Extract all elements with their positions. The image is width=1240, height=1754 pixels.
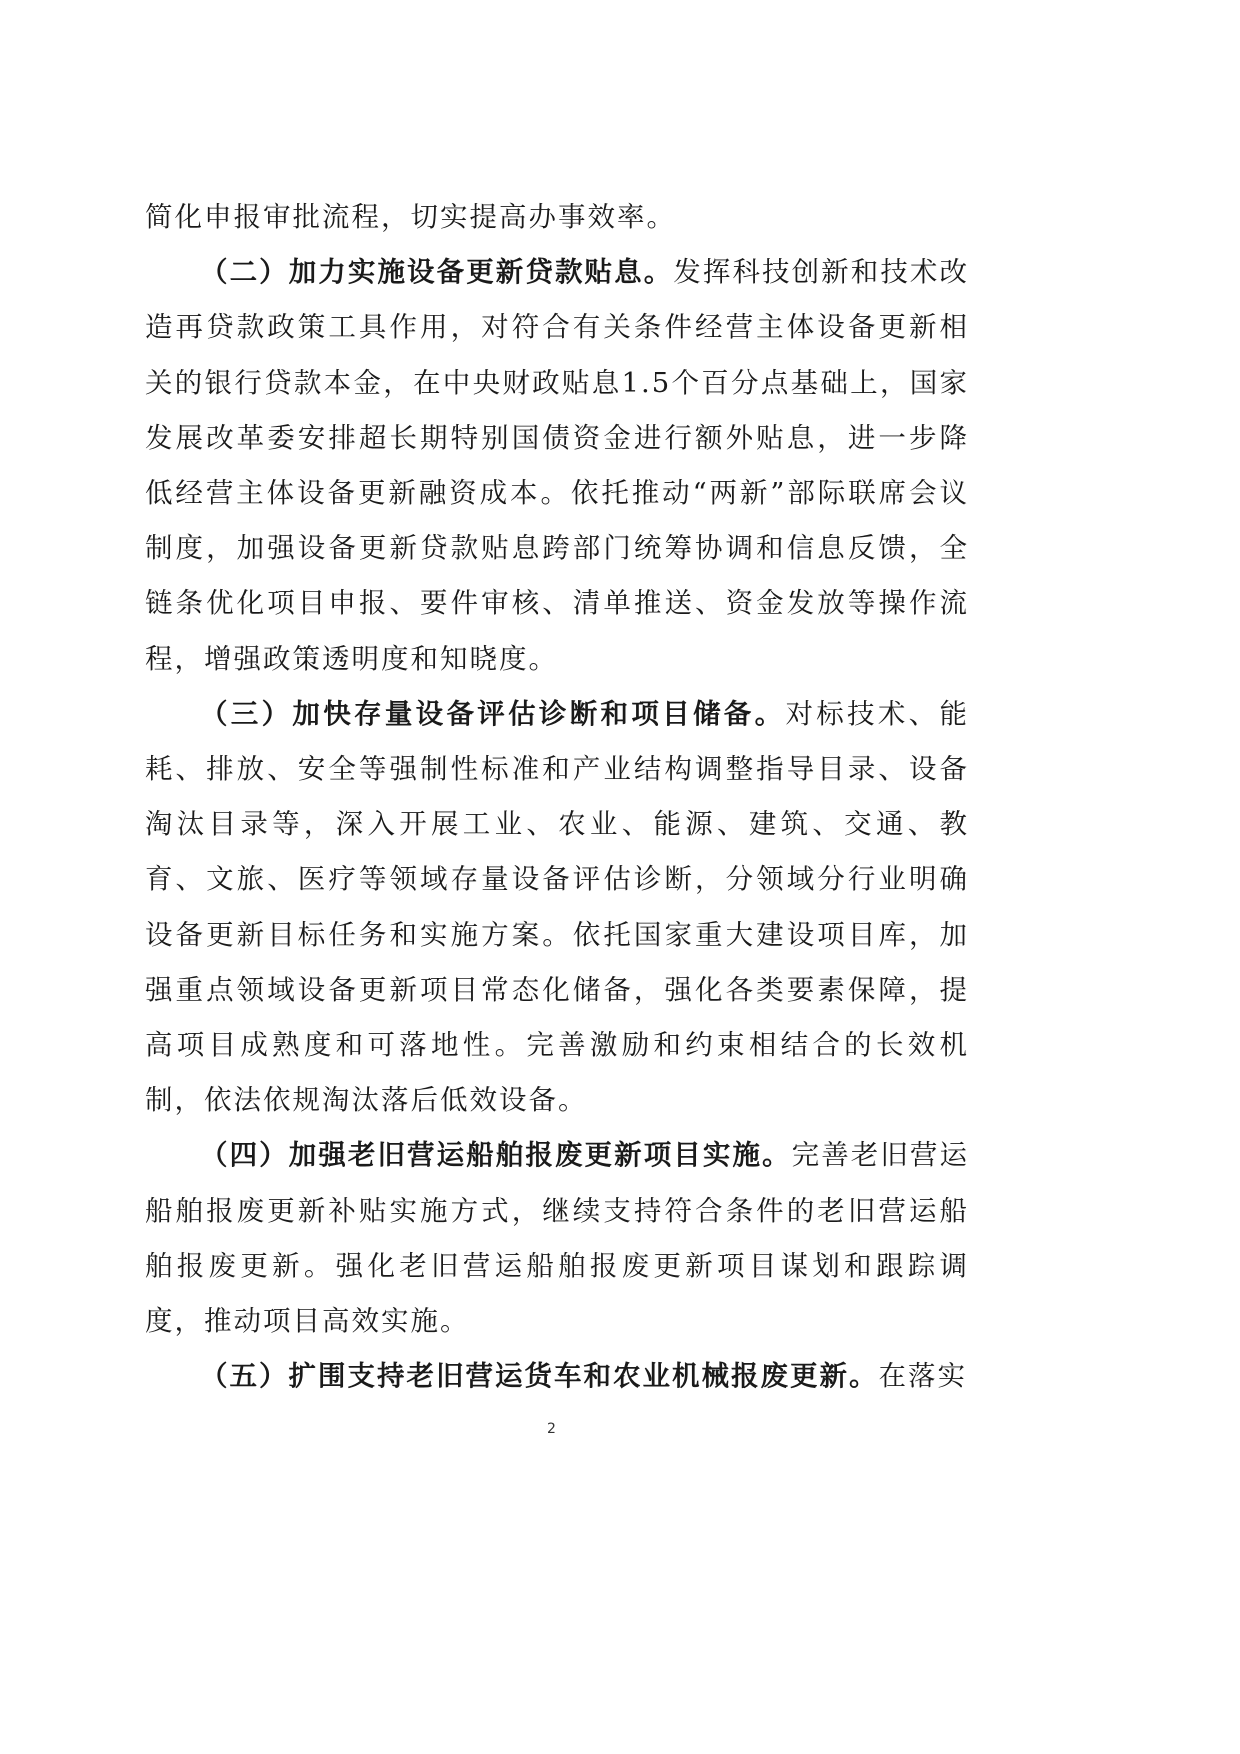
paragraph-3 bbox=[145, 687, 969, 1129]
body-text bbox=[145, 190, 969, 1404]
section-heading: （二）加力实施设备更新贷款贴息。 bbox=[200, 256, 674, 289]
paragraph-continuation bbox=[145, 190, 969, 245]
paragraph-body: 简化申报审批流程，切实提高办事效率。 bbox=[145, 201, 676, 233]
paragraph-body: 完善老旧营运船舶报废更新补贴实施方式，继续支持符合条件的老旧营运船舶报废更新。强化老旧营运船舶报废更新项目谋划和跟踪调度，推动项目高效实施。 bbox=[145, 1139, 970, 1338]
section-heading: （四）加强老旧营运船舶报废更新项目实施。 bbox=[200, 1139, 792, 1172]
section-heading: （五）扩围支持老旧营运货车和农业机械报废更新。 bbox=[200, 1360, 879, 1393]
paragraph-5 bbox=[145, 1349, 969, 1404]
paragraph-2 bbox=[145, 245, 969, 687]
paragraph-body: 在落实 bbox=[878, 1360, 967, 1393]
paragraph-body: 对标技术、能耗、排放、安全等强制性标准和产业结构调整指导目录、设备淘汰目录等，深入开展工业、农业、能源、建筑、交通、教育、文旅、医疗等领域存量设备评估诊断，分领域分行业明确设备更新目标任务和实施方案。依托国家重大建设项目库，加强重点领域设备更新项目常态化储备，强化各类要素保障，提高项目成熟度和可落地性。完善激励和约束相结合的长效机制，依法依规淘汰落后低效设备。 bbox=[145, 697, 969, 1117]
paragraph-4 bbox=[145, 1128, 969, 1349]
page-number: 2 bbox=[547, 1421, 556, 1437]
paragraph-body: 发挥科技创新和技术改造再贷款政策工具作用，对符合有关条件经营主体设备更新相关的银行贷款本金，在中央财政贴息1.5个百分点基础上，国家发展改革委安排超长期特别国债资金进行额外贴息，进一步降低经营主体设备更新融资成本。依托推动“两新”部际联席会议制度，加强设备更新贷款贴息跨部门统筹协调和信息反馈，全链条优化项目申报、要件审核、清单推送、资金发放等操作流程，增强政策透明度和知晓度。 bbox=[145, 256, 970, 675]
section-heading: （三）加快存量设备评估诊断和项目储备。 bbox=[200, 697, 786, 730]
